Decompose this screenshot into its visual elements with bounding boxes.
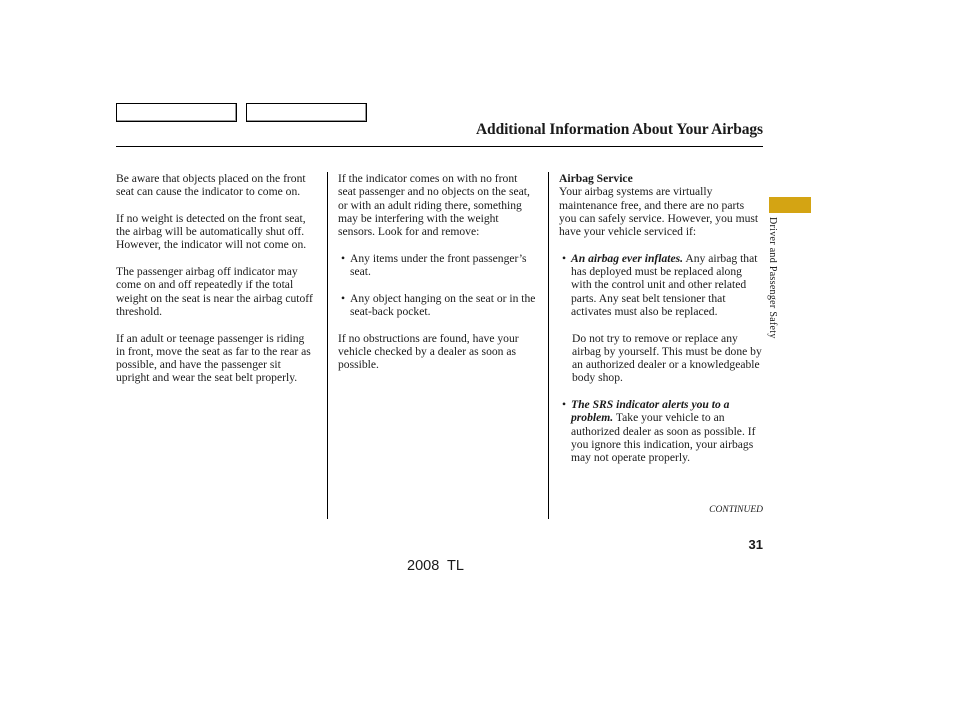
section-side-label xyxy=(767,217,783,357)
paragraph: Be aware that objects placed on the front seat can cause the indicator to come on. xyxy=(116,172,306,199)
section-heading: Airbag Service xyxy=(559,172,633,185)
column-divider xyxy=(327,172,328,519)
list-item-lead: An airbag ever inflates. xyxy=(571,251,684,265)
text-column-2 xyxy=(338,172,538,385)
paragraph: If an adult or teenage passenger is riding in front, move the seat as far to the rear as possible, and have the passenger sit upright and wear the seat belt properly. xyxy=(116,331,311,385)
bullet-icon: • xyxy=(341,251,346,265)
list-item xyxy=(559,252,764,318)
next-page-button[interactable] xyxy=(246,103,367,122)
text-column-3 xyxy=(559,172,764,478)
section-side-label-text: Driver and Passenger Safety xyxy=(767,217,778,339)
list-item-lead: The SRS indicator alerts you to a problem. xyxy=(571,398,730,425)
bullet-icon: • xyxy=(562,398,567,412)
list-item xyxy=(559,398,764,464)
page-number: 31 xyxy=(748,537,763,552)
page-title: Additional Information About Your Airbags xyxy=(475,121,763,138)
bullet-icon: • xyxy=(341,291,346,305)
list-item xyxy=(338,292,538,319)
paragraph: The passenger airbag off indicator may come on and off repeatedly if the total weight on the seat is near the airbag cutoff threshold. xyxy=(116,265,313,318)
bullet-icon: • xyxy=(562,251,567,265)
column-divider xyxy=(548,172,549,519)
paragraph: Do not try to remove or replace any airbag by yourself. This must be done by an authorized dealer or a knowledgeable body shop. xyxy=(572,331,762,385)
paragraph: If no weight is detected on the front seat, the airbag will be automatically shut off. However, the indicator will not come on. xyxy=(116,211,307,252)
continued-label: CONTINUED xyxy=(709,505,763,515)
list-item-text: Take your vehicle to an authorized dealer as soon as possible. If you ignore this indication, your airbags may not operate properly. xyxy=(571,411,756,465)
model-label: 2008 TL xyxy=(407,558,464,574)
list-item xyxy=(338,252,538,279)
previous-page-button[interactable] xyxy=(116,103,237,122)
list-item-text: Any airbag that has deployed must be replaced along with the control unit and other related parts. Any seat belt tensioner that activates must also be replaced. xyxy=(571,251,758,318)
text-column-1 xyxy=(116,172,316,398)
section-tab[interactable] xyxy=(769,197,811,213)
paragraph: Your airbag systems are virtually maintenance free, and there are no parts you can safely service. However, you must have your vehicle serviced if: xyxy=(559,185,759,239)
list-item-text: Any object hanging on the seat or in the seat-back pocket. xyxy=(350,291,536,318)
paragraph: If no obstructions are found, have your vehicle checked by a dealer as soon as possible. xyxy=(338,331,519,372)
paragraph: If the indicator comes on with no front seat passenger and no objects on the seat, or with an adult riding there, something may be interfering with the weight sensors. Look for and remove: xyxy=(338,172,530,239)
list-item-text: Any items under the front passenger’s seat. xyxy=(350,251,527,279)
title-rule xyxy=(116,146,763,147)
